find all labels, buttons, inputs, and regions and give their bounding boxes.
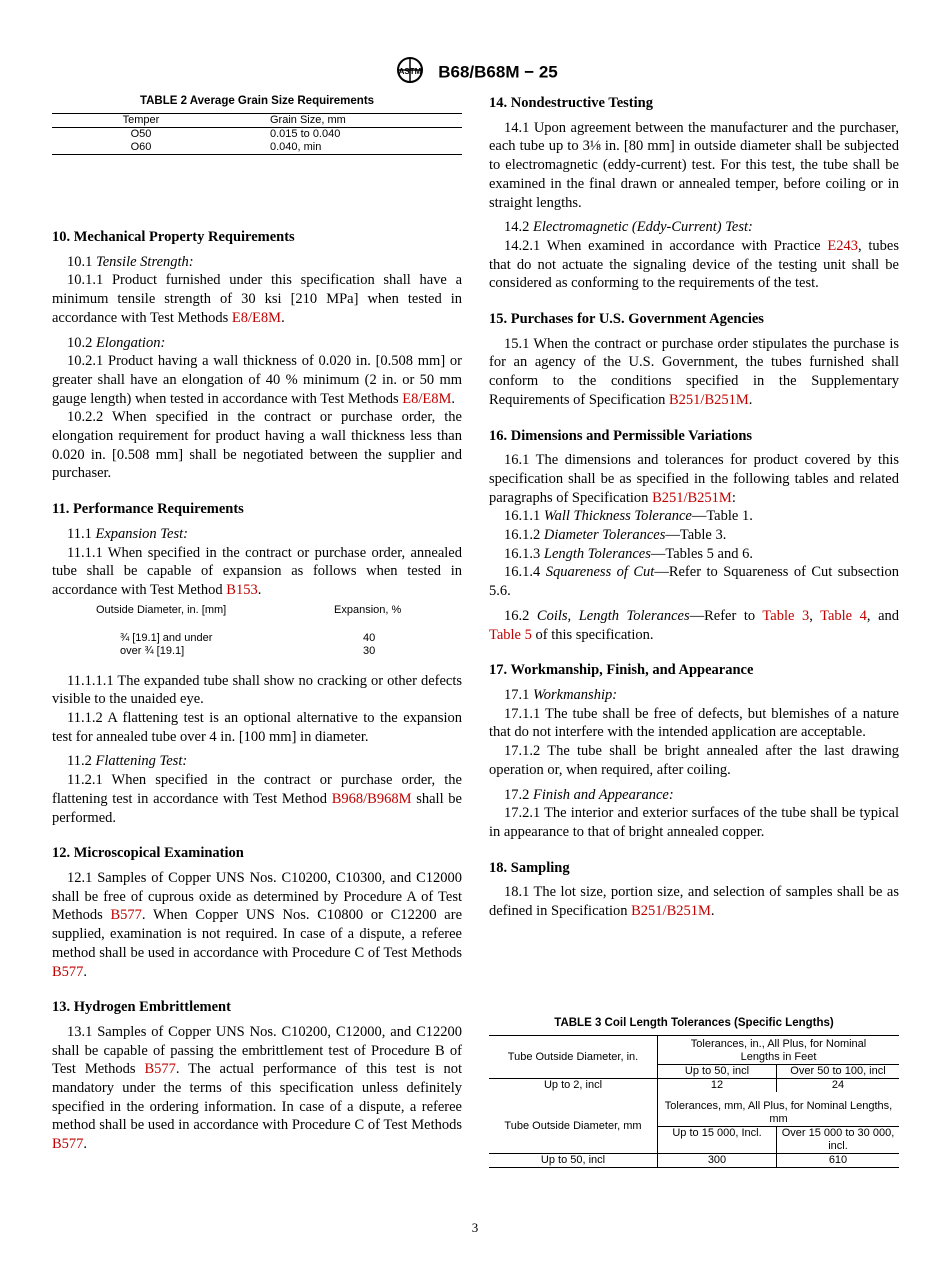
- paragraph: 12.1 Samples of Copper UNS Nos. C10200, C10300, and C12000 shall be free of cuprous oxide as determined by Procedure A of Test Methods B577. When Copper UNS Nos. C10800 or C12200 are supplied, examination is not required. In case of a dispute, a referee method shall be used in accordance with Procedure C of Test Methods B577.: [52, 869, 463, 980]
- link-b251[interactable]: B251/B251M: [631, 903, 711, 920]
- paragraph: 11.1.1 When specified in the contract or purchase order, annealed tube shall be capable of expansion as follows when tested in accordance with Test Method B153.: [52, 544, 462, 598]
- paragraph: 10.2.2 When specified in the contract or purchase order, the elongation requirement for product having a wall thickness less than 0.020 in. [0.508 mm] shall be negotiated between the supplier and purchaser.: [52, 409, 462, 482]
- table-cell: 0.040, min: [270, 141, 322, 153]
- table-cell: 24: [777, 1079, 900, 1093]
- table-cell: Up to 15 000, Incl.: [658, 1127, 777, 1154]
- table-cell: Up to 50, incl: [658, 1065, 777, 1079]
- paragraph: 17.2 Finish and Appearance:: [504, 786, 674, 803]
- paragraph: 16.1.1 Wall Thickness Tolerance—Table 1.: [504, 508, 753, 525]
- section-11-heading: 11. Performance Requirements: [52, 501, 244, 518]
- svg-text:ASTM: ASTM: [398, 67, 422, 76]
- table3-header-od-mm: Tube Outside Diameter, mm: [489, 1092, 658, 1154]
- table3: [489, 1017, 899, 1168]
- table-cell: Up to 2, incl: [543, 1079, 603, 1091]
- section-12-heading: 12. Microscopical Examination: [52, 845, 244, 862]
- expansion-cell: over ¾ [19.1]: [120, 644, 185, 657]
- table-cell: Up to 50, incl: [540, 1154, 606, 1166]
- table-cell: O50: [130, 128, 152, 140]
- link-table-3[interactable]: Table 3: [762, 607, 810, 624]
- link-b153[interactable]: B153: [226, 581, 258, 598]
- table2-header-temper: Temper: [122, 114, 160, 126]
- document-designation: B68/B68M − 25: [438, 62, 558, 82]
- section-14-heading: 14. Nondestructive Testing: [489, 95, 653, 111]
- paragraph: 17.1 Workmanship:: [504, 686, 618, 703]
- section-18-heading: 18. Sampling: [489, 859, 570, 876]
- table3-header-tol-in: Tolerances, in., All Plus, for Nominal Lengths in Feet: [658, 1036, 900, 1065]
- paragraph: 17.2.1 The interior and exterior surfaces of the tube shall be typical in appearance to that of bright annealed copper.: [489, 805, 899, 840]
- table-cell: Over 15 000 to 30 000, incl.: [777, 1127, 900, 1154]
- table-cell: 610: [777, 1154, 900, 1168]
- section-17-heading: 17. Workmanship, Finish, and Appearance: [489, 662, 754, 679]
- paragraph: 18.1 The lot size, portion size, and selection of samples shall be as defined in Specification B251/B251M.: [489, 884, 899, 920]
- table-cell: 300: [658, 1154, 777, 1168]
- paragraph: 16.1 The dimensions and tolerances for product covered by this specification shall be as specified in the following tables and related paragraphs of Specification B251/B251M:: [489, 452, 899, 506]
- link-b251[interactable]: B251/B251M: [652, 489, 732, 506]
- table-row: [489, 1036, 899, 1065]
- table-row: [52, 128, 462, 142]
- page-number: 3: [471, 1220, 479, 1235]
- paragraph: 10.1.1 Product furnished under this specification shall have a minimum tensile strength of 30 ksi [210 MPa] when tested in accordance with Test Methods E8/E8M.: [52, 272, 462, 326]
- paragraph: 11.2.1 When specified in the contract or purchase order, the flattening test in accordance with Test Method B968/B968M shall be performed.: [52, 772, 462, 826]
- table2-title: TABLE 2 Average Grain Size Requirements: [139, 95, 375, 107]
- paragraph: 17.1.2 The tube shall be bright annealed after the last drawing operation or, when required, after coiling.: [489, 743, 899, 778]
- paragraph: 16.1.4 Squareness of Cut—Refer to Squareness of Cut subsection 5.6.: [489, 564, 899, 600]
- paragraph: 17.1.1 The tube shall be free of defects, but blemishes of a nature that do not interfere with the intended application are acceptable.: [489, 705, 899, 741]
- paragraph: 16.1.2 Diameter Tolerances—Table 3.: [504, 527, 727, 544]
- table-row: [489, 1092, 899, 1127]
- paragraph: 11.1.2 A flattening test is an optional alternative to the expansion test for annealed tube over 4 in. [100 mm] in diameter.: [52, 710, 462, 745]
- paragraph: 10.2.1 Product having a wall thickness of 0.020 in. [0.508 mm] or greater shall have an elongation of 40 % minimum (2 in. or 50 mm gauge length) when tested in accordance with Test Methods E8/E8M.: [52, 353, 462, 407]
- paragraph: 15.1 When the contract or purchase order stipulates the purchase is for an agency of the U.S. Government, the tubes furnished shall conform to the conditions specified in the Supplementary Requirements of Specification B251/B251M.: [489, 335, 899, 408]
- link-table-4[interactable]: Table 4: [820, 607, 867, 624]
- expansion-header-pct: Expansion, %: [334, 603, 402, 616]
- link-b577[interactable]: B577: [110, 907, 142, 924]
- link-b577[interactable]: B577: [144, 1061, 176, 1078]
- expansion-header-od: Outside Diameter, in. [mm]: [96, 603, 227, 616]
- table-row: [52, 114, 462, 128]
- table-row: [489, 1079, 899, 1093]
- paragraph: 14.1 Upon agreement between the manufacturer and the purchaser, each tube up to 3⅛ in. [80 mm] in outside diameter shall be subjected to electromagnetic (eddy-current) test. For this test, the tube shall be examined in the final drawn or annealed temper, before coiling or in straight lengths.: [489, 119, 899, 211]
- table3-header-od-in: Tube Outside Diameter, in.: [489, 1036, 658, 1079]
- left-column: [52, 228, 462, 1154]
- paragraph: 11.1 Expansion Test:: [67, 525, 188, 542]
- paragraph: 10.2 Elongation:: [67, 334, 166, 351]
- astm-logo-icon: [392, 56, 428, 89]
- table-cell: 12: [658, 1079, 777, 1093]
- section-13-heading: 13. Hydrogen Embrittlement: [52, 999, 231, 1016]
- expansion-cell: ¾ [19.1] and under: [120, 631, 213, 644]
- table-row: [52, 141, 462, 155]
- section-16-heading: 16. Dimensions and Permissible Variations: [489, 427, 753, 444]
- table-row: [489, 1154, 899, 1168]
- table-cell: O60: [130, 141, 152, 153]
- table3-header-tol-mm: Tolerances, mm, All Plus, for Nominal Lengths, mm: [658, 1092, 900, 1127]
- paragraph: 14.2.1 When examined in accordance with Practice E243, tubes that do not actuate the signaling device of the testing unit shall be considered as conforming to the requirements of the test.: [489, 237, 899, 292]
- link-b251[interactable]: B251/B251M: [669, 391, 749, 408]
- link-b577[interactable]: B577: [52, 963, 84, 980]
- expansion-cell: 40: [363, 631, 376, 644]
- link-e243[interactable]: E243: [827, 237, 858, 254]
- link-e8[interactable]: E8/E8M: [231, 309, 282, 326]
- paragraph: 14.2 Electromagnetic (Eddy-Current) Test:: [504, 219, 753, 236]
- section-15-heading: 15. Purchases for U.S. Government Agencies: [489, 311, 764, 328]
- section-10-heading: 10. Mechanical Property Requirements: [52, 229, 295, 245]
- table3-title: TABLE 3 Coil Length Tolerances (Specific Lengths): [554, 1017, 834, 1029]
- table2: [52, 95, 462, 155]
- paragraph: 13.1 Samples of Copper UNS Nos. C10200, C12000, and C12200 shall be capable of passing the embrittlement test of Procedure B of Test Methods B577. The actual performance of this test is not mandatory under the terms of this specification unless definitely specified in the ordering information. In case of a dispute, a referee method shall be used in accordance with Procedure C of Test Methods B577.: [52, 1023, 462, 1153]
- paragraph: 16.1.3 Length Tolerances—Tables 5 and 6.: [504, 545, 753, 562]
- link-b577[interactable]: B577: [52, 1136, 84, 1153]
- right-column: [489, 94, 899, 921]
- table-cell: Over 50 to 100, incl: [777, 1065, 900, 1079]
- link-b968[interactable]: B968/B968M: [331, 790, 412, 807]
- link-e8[interactable]: E8/E8M: [402, 390, 452, 407]
- expansion-cell: 30: [363, 644, 376, 657]
- link-table-5[interactable]: Table 5: [489, 626, 532, 643]
- page-header: [0, 56, 950, 89]
- paragraph: 16.2 Coils, Length Tolerances—Refer to Table 3, Table 4, and Table 5 of this specification.: [489, 607, 900, 643]
- table2-header-grain: Grain Size, mm: [270, 114, 346, 126]
- expansion-table: [52, 604, 462, 672]
- table-cell: 0.015 to 0.040: [270, 128, 341, 140]
- paragraph: 10.1 Tensile Strength:: [67, 253, 194, 270]
- paragraph: 11.2 Flattening Test:: [67, 753, 188, 770]
- paragraph: 11.1.1.1 The expanded tube shall show no cracking or other defects visible to the unaided eye.: [52, 672, 462, 708]
